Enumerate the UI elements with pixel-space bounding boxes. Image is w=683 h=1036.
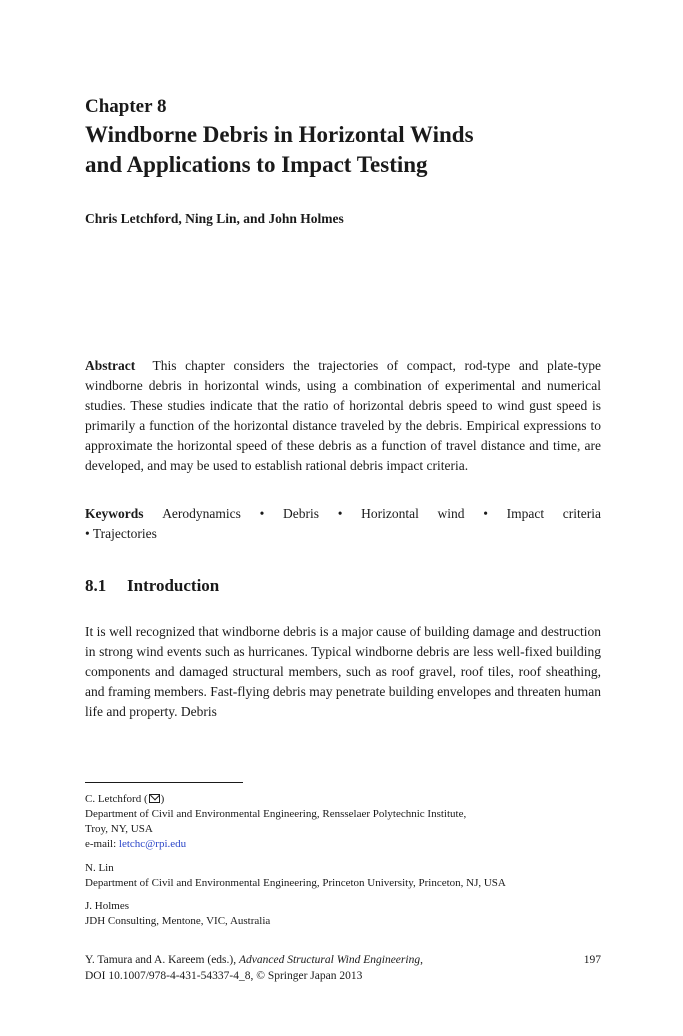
footnote-author-3-affiliation: JDH Consulting, Mentone, VIC, Australia xyxy=(85,915,271,927)
footnote-author-1-city: Troy, NY, USA xyxy=(85,823,153,835)
author-list: Chris Letchford, Ning Lin, and John Holmes xyxy=(85,211,344,226)
page-footer xyxy=(85,952,601,984)
chapter-label: Chapter 8 xyxy=(85,96,167,117)
footnote-author-1 xyxy=(85,792,605,852)
keywords-line xyxy=(85,504,601,524)
footer-citation xyxy=(85,952,601,968)
footnote-author-2-affiliation: Department of Civil and Environmental Engineering, Princeton University, Princeton, NJ, USA xyxy=(85,877,506,889)
intro-paragraph: It is well recognized that windborne debris is a major cause of building damage and destruction in strong wind events such as hurricanes. Typical windborne debris are less well-fixed building components and damaged structural members, such as roof gravel, roof tiles, roof sheathing, and framing members. Fast-flying debris may penetrate building envelopes and threaten human life and property. Debris xyxy=(85,624,601,719)
email-label: e-mail: xyxy=(85,838,119,850)
abstract-label: Abstract xyxy=(85,358,136,373)
footnote-author-3-name: J. Holmes xyxy=(85,900,129,912)
envelope-icon xyxy=(149,794,160,803)
page-number: 197 xyxy=(583,954,601,966)
keywords-list: Aerodynamics • Debris • Horizontal wind • Impact criteria xyxy=(162,506,602,521)
abstract-text: This chapter considers the trajectories of compact, rod-type and plate-type windborne debris in horizontal winds, using a combination of experimental and numerical studies. These studies indicate that the ratio of horizontal debris speed to wind gust speed is primarily a function of the horizontal distance traveled by the debris. Empirical expressions to approximate the horizontal speed of these debris as a function of travel distance and time, are developed, and may be used to establish rational debris impact criteria. xyxy=(85,358,602,473)
footnote-author-1-name-line xyxy=(85,792,605,807)
keywords-label: Keywords xyxy=(85,506,144,521)
email-link[interactable]: letchc@rpi.edu xyxy=(118,838,187,850)
section-heading xyxy=(85,576,219,596)
footnote-author-2-name: N. Lin xyxy=(85,862,114,874)
footnote-email-line xyxy=(85,837,605,852)
footer-doi: DOI 10.1007/978-4-431-54337-4_8, © Springer Japan 2013 xyxy=(85,970,363,982)
abstract-paragraph xyxy=(85,356,601,476)
footer-comma: , xyxy=(420,954,423,966)
section-number: 8.1 xyxy=(85,576,107,595)
footer-editors: Y. Tamura and A. Kareem (eds.), xyxy=(85,954,239,966)
chapter-title xyxy=(85,120,625,180)
footnote-author-1-name-end: ) xyxy=(160,793,165,805)
section-title: Introduction xyxy=(127,576,220,595)
footnote-author-2 xyxy=(85,861,605,891)
chapter-title-line-2: and Applications to Impact Testing xyxy=(85,152,428,177)
chapter-title-line-1: Windborne Debris in Horizontal Winds xyxy=(85,122,474,147)
footnote-author-1-affiliation: Department of Civil and Environmental Engineering, Rensselaer Polytechnic Institute, xyxy=(85,808,467,820)
footer-book-title: Advanced Structural Wind Engineering xyxy=(238,954,421,966)
footnote-divider xyxy=(85,782,243,783)
keywords-line-2: • Trajectories xyxy=(85,526,157,541)
footnote-author-3 xyxy=(85,899,605,929)
footnote-author-1-name: C. Letchford ( xyxy=(85,793,148,805)
